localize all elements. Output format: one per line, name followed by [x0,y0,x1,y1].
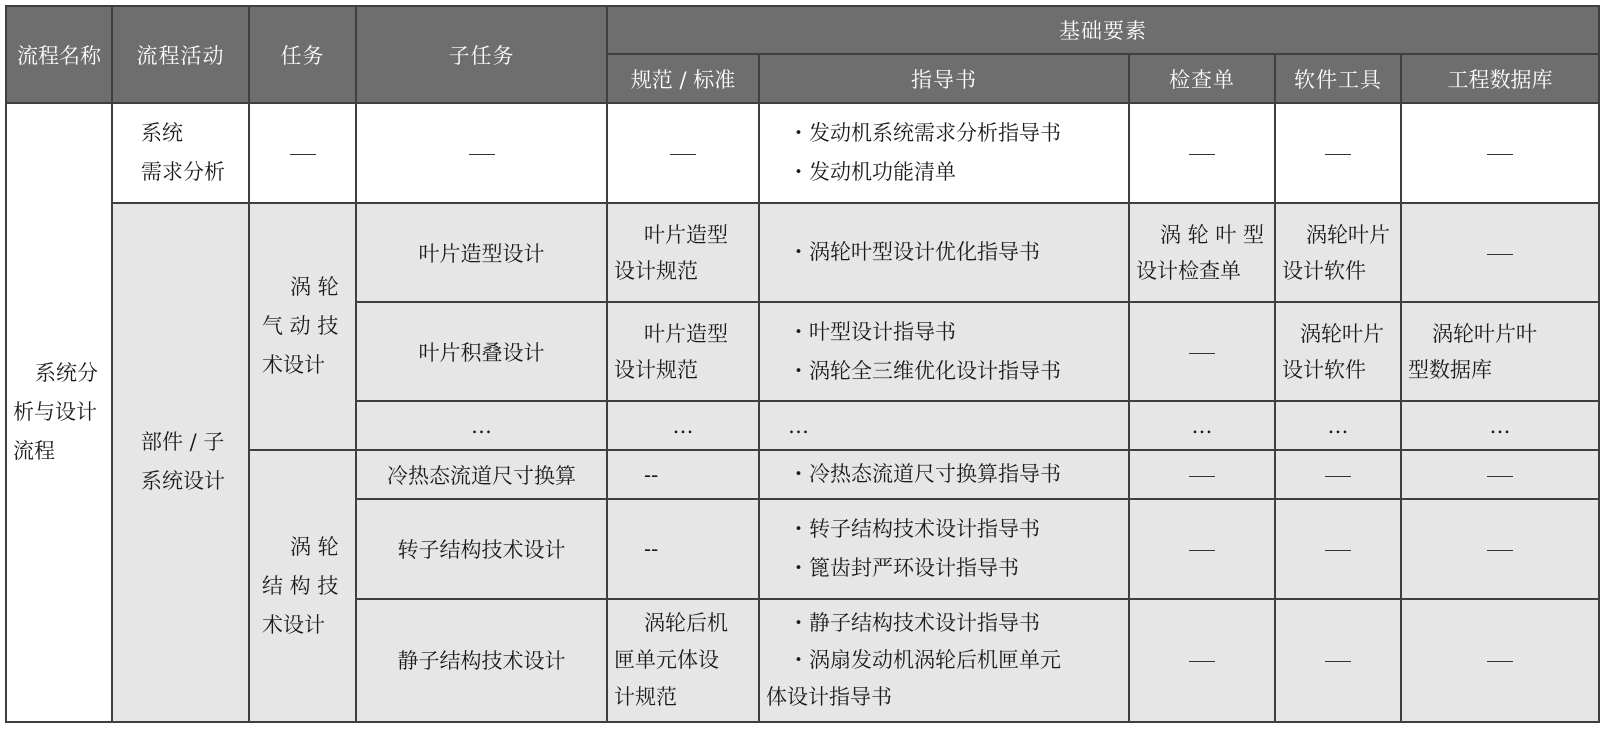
activity-component-cell: 部件 / 子 系统设计 [112,203,249,722]
task-structure-design-cell: 涡 轮 结 构 技 术设计 [249,450,356,722]
guide-item: ・涡轮叶型设计优化指导书 [788,240,1040,265]
standard-cell [607,103,759,203]
checklist-cell [1129,103,1275,203]
dash-mark [1487,661,1513,662]
standard-cell: -- [607,499,759,599]
task-aero-design-cell: 涡 轮 气 动 技 术设计 [249,203,356,450]
dash-mark [1487,154,1513,155]
guide-cell [759,103,1129,203]
standard-cell: … [607,401,759,450]
database-cell [1401,499,1599,599]
dash-mark [290,154,316,155]
process-name-line: 析与设计 [13,400,97,425]
software-cell: 涡轮叶片 设计软件 [1275,203,1401,303]
header-base-elements: 基础要素 [607,6,1599,54]
process-name-cell [6,103,112,722]
header-process-name: 流程名称 [6,6,112,103]
header-software-tools: 软件工具 [1275,54,1401,103]
subtask-cell: 静子结构技术设计 [356,599,607,722]
guide-item: ・冷热态流道尺寸换算指导书 [788,462,1061,487]
header-standard: 规范 / 标准 [607,54,759,103]
guide-item: ・静子结构技术设计指导书 [788,610,1040,635]
database-cell [1401,450,1599,499]
dash-mark [1487,254,1513,255]
software-cell: 涡轮叶片 设计软件 [1275,302,1401,400]
dash-mark [1325,661,1351,662]
dash-mark [1325,154,1351,155]
standard-cell: 叶片造型 设计规范 [607,203,759,303]
guide-item: ・涡扇发动机涡轮后机匣单元 [788,647,1061,672]
software-cell [1275,103,1401,203]
subtask-cell: 转子结构技术设计 [356,499,607,599]
checklist-cell [1129,302,1275,400]
software-cell [1275,450,1401,499]
checklist-cell: 涡 轮 叶 型 设计检查单 [1129,203,1275,303]
dash-mark [670,154,696,155]
dash-mark [1487,476,1513,477]
software-cell [1275,499,1401,599]
database-cell: … [1401,401,1599,450]
database-cell [1401,203,1599,303]
checklist-cell: … [1129,401,1275,450]
guide-item: 体设计指导书 [766,684,892,709]
database-cell [1401,599,1599,722]
process-name-line: 流程 [13,439,55,464]
standard-cell: 叶片造型 设计规范 [607,302,759,400]
database-cell [1401,103,1599,203]
guide-item: ・发动机系统需求分析指导书 [788,121,1061,146]
subtask-cell [356,103,607,203]
dash-mark [1189,661,1215,662]
process-name-line: 系统分 [35,361,98,386]
dash-mark [1189,353,1215,354]
guide-cell [759,302,1129,400]
checklist-cell [1129,499,1275,599]
guide-cell [759,450,1129,499]
software-cell [1275,599,1401,722]
subtask-cell: 冷热态流道尺寸换算 [356,450,607,499]
header-engineering-db: 工程数据库 [1401,54,1599,103]
header-guide: 指导书 [759,54,1129,103]
guide-item: ・篦齿封严环设计指导书 [788,556,1019,581]
subtask-cell: 叶片造型设计 [356,203,607,303]
dash-mark [1189,476,1215,477]
checklist-cell [1129,450,1275,499]
dash-mark [1325,476,1351,477]
standard-cell: -- [607,450,759,499]
activity-requirement-cell: 系统 需求分析 [112,103,249,203]
guide-cell [759,203,1129,303]
guide-cell: … [759,401,1129,450]
base-elements-table [5,5,1600,723]
subtask-cell: … [356,401,607,450]
guide-item: ・叶型设计指导书 [788,319,956,344]
software-cell: … [1275,401,1401,450]
checklist-cell [1129,599,1275,722]
dash-mark [1487,550,1513,551]
dash-mark [1325,550,1351,551]
header-checklist: 检查单 [1129,54,1275,103]
header-task: 任务 [249,6,356,103]
subtask-cell: 叶片积叠设计 [356,302,607,400]
guide-item: ・发动机功能清单 [788,160,956,185]
guide-cell [759,599,1129,722]
dash-mark [1189,154,1215,155]
standard-cell: 涡轮后机 匣单元体设 计规范 [607,599,759,722]
header-subtask: 子任务 [356,6,607,103]
guide-item: ・涡轮全三维优化设计指导书 [788,358,1061,383]
guide-item: ・转子结构技术设计指导书 [788,517,1040,542]
database-cell: 涡轮叶片叶 型数据库 [1401,302,1599,400]
guide-cell [759,499,1129,599]
task-cell [249,103,356,203]
dash-mark [469,154,495,155]
header-process-activity: 流程活动 [112,6,249,103]
dash-mark [1189,550,1215,551]
